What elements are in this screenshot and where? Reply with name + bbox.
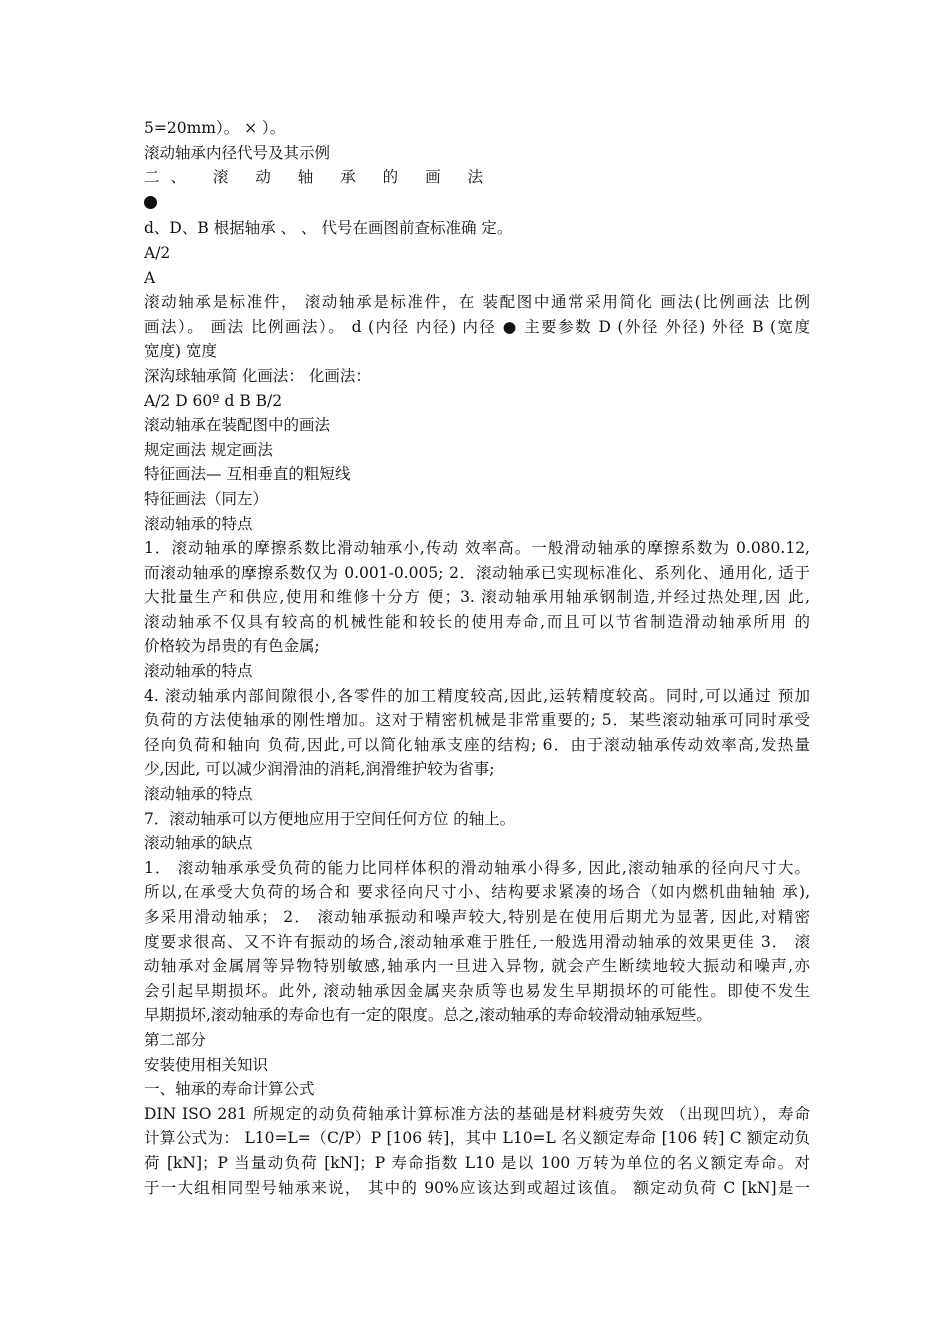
- text-line: 特征画法— 互相垂直的粗短线: [144, 465, 351, 484]
- paragraph-line: 于一大组相同型号轴承来说， 其中的 90%应该达到或超过该值。 额定动负荷 C [kN]是一: [144, 1178, 810, 1197]
- paragraph-line: 4. 滚动轴承内部间隙很小,各零件的加工精度较高,因此,运转精度较高。同时,可以通过 预加: [144, 686, 810, 705]
- text-line: d、D、B 根据轴承 、 、 代号在画图前查标准确 定。: [144, 219, 513, 238]
- bullet-dot-icon: [144, 196, 157, 209]
- text-line: A/2: [144, 243, 171, 262]
- paragraph-line: 计算公式为： L10=L=（C/P）P [106 转]，其中 L10=L 名义额定寿命 [106 转] C 额定动负: [144, 1129, 810, 1148]
- text-line: 特征画法（同左）: [144, 489, 269, 508]
- section-heading: 安装使用相关知识: [144, 1055, 269, 1074]
- section-heading: 滚动轴承内径代号及其示例: [144, 143, 331, 162]
- section-heading: 滚动轴承的特点: [144, 662, 253, 681]
- section-heading: 滚动轴承的特点: [144, 785, 253, 804]
- paragraph-line: 价格较为昂贵的有色金属;: [144, 637, 320, 656]
- paragraph-line: 荷 [kN]；P 当量动负荷 [kN]；P 寿命指数 L10 是以 100 万转为单位的名义额定寿命。对: [144, 1153, 810, 1172]
- document-body: [144, 116, 810, 1200]
- paragraph-line: 少,因此, 可以减少润滑油的消耗,润滑维护较为省事;: [144, 760, 495, 779]
- text-line: A: [144, 268, 156, 287]
- section-heading: 二、 滚 动 轴 承 的 画 法: [144, 168, 494, 187]
- section-heading: 一、轴承的寿命计算公式: [144, 1080, 315, 1099]
- paragraph-line: 所以,在承受大负荷的场合和 要求径向尺寸小、结构要求紧凑的场合（如内燃机曲轴轴 承),: [144, 883, 810, 902]
- text-line: 5=20mm）。 × ）。: [144, 119, 286, 137]
- paragraph-line: 早期损坏,滚动轴承的寿命也有一定的限度。总之,滚动轴承的寿命较滑动轴承短些。: [144, 1006, 712, 1025]
- section-heading: 滚动轴承在装配图中的画法: [144, 416, 331, 435]
- paragraph-line: 会引起早期损坏。此外, 滚动轴承因金属夹杂质等也易发生早期损坏的可能性。即使不发生: [144, 981, 810, 1000]
- text-line: A/2 D 60º d B B/2: [144, 391, 283, 410]
- paragraph-line: 画法）。 画法 比例画法）。 d (内径 内径) 内径 ● 主要参数 D (外径 外径) 外径 B (宽度: [144, 317, 810, 336]
- section-heading: 第二部分: [144, 1030, 207, 1049]
- paragraph-line: 负荷的方法使轴承的刚性增加。这对于精密机械是非常重要的; 5．某些滚动轴承可同时承受: [144, 711, 810, 730]
- paragraph-line: 1．滚动轴承的摩擦系数比滑动轴承小,传动 效率高。一般滑动轴承的摩擦系数为 0.080.12,: [144, 539, 810, 558]
- paragraph-line: 宽度) 宽度: [144, 342, 217, 361]
- paragraph-line: 滚动轴承是标准件， 滚动轴承是标准件，在 装配图中通常采用简化 画法(比例画法 比例: [144, 293, 810, 312]
- bullet-line: [144, 190, 810, 217]
- text-line: 深沟球轴承简 化画法： 化画法：: [144, 366, 371, 385]
- paragraph-line: 多采用滑动轴承； 2． 滚动轴承振动和噪声较大,特别是在使用后期尤为显著, 因此,对精密: [144, 908, 810, 926]
- paragraph-line: 大批量生产和供应,使用和维修十分方 便；3. 滚动轴承用轴承钢制造,并经过热处理,因 此,: [144, 588, 810, 607]
- section-heading: 滚动轴承的特点: [144, 514, 253, 533]
- text-line: 规定画法 规定画法: [144, 440, 273, 459]
- paragraph-line: 动轴承对金属屑等异物特别敏感,轴承内一旦进入异物, 就会产生断续地较大振动和噪声,亦: [144, 957, 810, 976]
- section-heading: 滚动轴承的缺点: [144, 834, 253, 853]
- paragraph-line: 度要求很高、又不许有振动的场合,滚动轴承难于胜任,一般选用滑动轴承的效果更佳 3． 滚: [144, 932, 810, 951]
- paragraph-line: 7．滚动轴承可以方便地应用于空间任何方位 的轴上。: [144, 809, 516, 828]
- paragraph-line: DIN ISO 281 所规定的动负荷轴承计算标准方法的基础是材料疲劳失效 （出现凹坑），寿命: [144, 1104, 810, 1123]
- paragraph-line: 而滚动轴承的摩擦系数仅为 0.001-0.005; 2．滚动轴承已实现标准化、系列化、通用化, 适于: [144, 563, 810, 582]
- paragraph-line: 滚动轴承不仅具有较高的机械性能和较长的使用寿命,而且可以节省制造滑动轴承所用 的: [144, 612, 810, 631]
- paragraph-line: 1． 滚动轴承承受负荷的能力比同样体积的滑动轴承小得多, 因此,滚动轴承的径向尺寸大。: [144, 858, 810, 877]
- paragraph-line: 径向负荷和轴向 负荷,因此,可以简化轴承支座的结构; 6．由于滚动轴承传动效率高,发热量: [144, 735, 810, 754]
